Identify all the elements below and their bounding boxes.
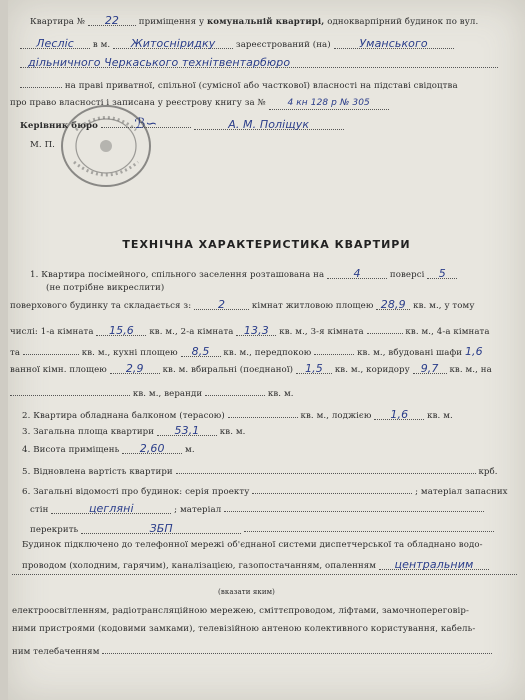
document-page: [8, 0, 525, 700]
s1-text-h: кв. м., 2-а кімната: [149, 327, 234, 337]
s1-text-c: (не потрібне викреслити): [46, 283, 165, 293]
apartment-label: Квартира №: [30, 17, 86, 27]
communal-apartment-label: комунальній квартирі,: [206, 17, 325, 27]
s7-text-b: проводом (холодним, гарячим), каналізацією, газопостачанням, опаленням: [22, 561, 377, 571]
s1-line-7: [10, 384, 294, 399]
s1-text-s: кв. м., веранди: [132, 389, 203, 399]
apartment-number: 22: [104, 14, 120, 27]
bath-value: 2,9: [125, 362, 144, 375]
s1-text-r: кв. м., на: [449, 365, 492, 375]
s1-text-g: числі: 1-а кімната: [10, 327, 94, 337]
s1-text-m: кв. м., передпокою: [223, 348, 312, 358]
s7-text-d: електроосвітленням, радіотрансляційною мережею, сміттєпроводом, ліфтами, замочнопереговір-: [12, 606, 469, 616]
s1-text-l: кв. м., кухні площею: [81, 348, 178, 358]
s1-text-a: 1. Квартира посімейного, спільного заселення розташована на: [30, 270, 325, 280]
ownership-type-label: приватної, спільної (сумісної або часткової) власності на підставі свідоцтва: [106, 81, 458, 91]
right-label: на праві: [64, 81, 104, 91]
s6-text-e: перекрить: [30, 525, 79, 535]
s5-text-a: 5. Відновлена вартість квартири: [22, 467, 173, 477]
s6-text-b: ; матеріал запасних: [415, 487, 508, 497]
s1-line-5: [10, 343, 483, 358]
s7-line-1: [22, 540, 483, 550]
total-area-value: 53,1: [174, 424, 200, 437]
s1-text-b: поверсі: [389, 270, 425, 280]
header-line-2: [20, 37, 454, 50]
registered-label: зареєстрований (на): [235, 40, 331, 50]
s3-text-b: кв. м.: [219, 427, 246, 437]
head-name: А. М. Поліщук: [228, 118, 310, 131]
header-line-1: [30, 14, 478, 27]
kitchen-value: 8,5: [191, 345, 210, 358]
s7-text-a: Будинок підключено до телефонної мережі об'єднаної системи диспетчерської та обладнано водо-: [22, 540, 483, 550]
corridor-value: 9,7: [420, 362, 439, 375]
signature: ℬ∽: [134, 116, 158, 132]
s7-line-4: [12, 624, 475, 634]
street-value: Лесліс: [36, 37, 74, 50]
seal-place-label: М. П.: [30, 140, 55, 150]
premises-label: приміщення у: [138, 17, 205, 27]
s1-text-i: кв. м., 3-я кімната: [279, 327, 364, 337]
head-of-bureau-label: Керівник бюро: [20, 121, 98, 131]
header-line-7: [30, 140, 55, 150]
s7-line-3: [12, 606, 469, 616]
s1-line-3: [10, 298, 475, 311]
s1-text-e: кімнат житловою площею: [251, 301, 374, 311]
s7-text-c: (вказати яким): [218, 588, 276, 596]
loggia-value: 1,6: [390, 408, 409, 421]
ceilings-value: ЗБП: [149, 522, 173, 535]
s1-text-d: поверхового будинку та складається з:: [10, 301, 192, 311]
living-area-value: 28,9: [380, 298, 406, 311]
s1-line-4: [10, 322, 490, 337]
s6-line-3: [30, 520, 494, 535]
s7-line-2: [22, 558, 489, 571]
s1-line-2: [46, 283, 164, 293]
s5-text-b: крб.: [478, 467, 498, 477]
floor-value: 4: [353, 267, 361, 280]
single-house-label: однокварпірний будинок по вул.: [327, 17, 479, 27]
s1-text-j: кв. м., 4-а кімната: [405, 327, 490, 337]
wardrobe-value: 1,6: [464, 345, 483, 358]
s4-text-a: 4. Висота приміщень: [22, 445, 120, 455]
s2-text-a: 2. Квартира обладнана балконом (терасою): [22, 411, 225, 421]
city-label: в м.: [92, 40, 111, 50]
s1-line-1: [30, 267, 457, 280]
s5-line: [22, 462, 498, 477]
header-line-4: [20, 76, 458, 91]
s4-text-b: м.: [185, 445, 195, 455]
s3-line: [22, 424, 246, 437]
heating-value: центральним: [394, 558, 474, 571]
s1-line-6: [10, 362, 492, 375]
s2-text-c: кв. м.: [427, 411, 453, 421]
s2-text-b: кв. м., лоджією: [300, 411, 372, 421]
wc-value: 1,5: [305, 362, 323, 375]
owner-value: Уманського: [359, 37, 428, 50]
s6-text-c: стін: [30, 505, 49, 515]
s6-line-1: [22, 482, 508, 497]
rooms-value: 2: [217, 298, 226, 311]
s7-hint: [218, 588, 275, 596]
registry-label: про право власності і записана у реєстрову книгу за №: [10, 98, 266, 108]
s1-text-n: кв. м., вбудовані шафи: [357, 348, 463, 358]
s6-text-d: ; матеріал: [174, 505, 222, 515]
section-title: ТЕХНІЧНА ХАРАКТЕРИСТИКА КВАРТИРИ: [122, 238, 411, 251]
height-value: 2,60: [139, 442, 165, 455]
room1-value: 15,6: [109, 324, 134, 337]
walls-value: цегляні: [88, 502, 134, 515]
header-line-3: [20, 56, 498, 69]
s7-line-5: [12, 642, 492, 657]
s7-text-e: ними пристроями (кодовими замками), телевізійною антеною колективного користування, кабель-: [12, 624, 476, 634]
registry-number: 4 кн 128 р № 305: [287, 98, 370, 108]
s1-text-o: ванної кімн. площею: [10, 365, 107, 375]
owner-continued: дільничного Черкаського технітвентарбюро: [28, 56, 291, 69]
s1-text-q: кв. м., коридору: [334, 365, 410, 375]
s1-text-k: та: [10, 348, 21, 358]
s7-text-f: ним телебаченням: [12, 647, 100, 657]
s4-line: [22, 442, 195, 455]
s2-line: [22, 406, 453, 421]
s1-text-t: кв. м.: [267, 389, 294, 399]
total-floors-value: 5: [438, 267, 446, 280]
seal-stamp: [56, 100, 156, 192]
s6-line-2: [30, 500, 484, 515]
s1-text-f: кв. м., у тому: [413, 301, 475, 311]
s1-text-p: кв. м. вбиральні (поєднаної): [162, 365, 294, 375]
s6-text-a: 6. Загальні відомості про будинок: серія проекту: [22, 487, 250, 497]
room2-value: 13,3: [243, 324, 269, 337]
city-value: Житосніридку: [130, 37, 216, 50]
s3-text-a: 3. Загальна площа квартири: [22, 427, 155, 437]
